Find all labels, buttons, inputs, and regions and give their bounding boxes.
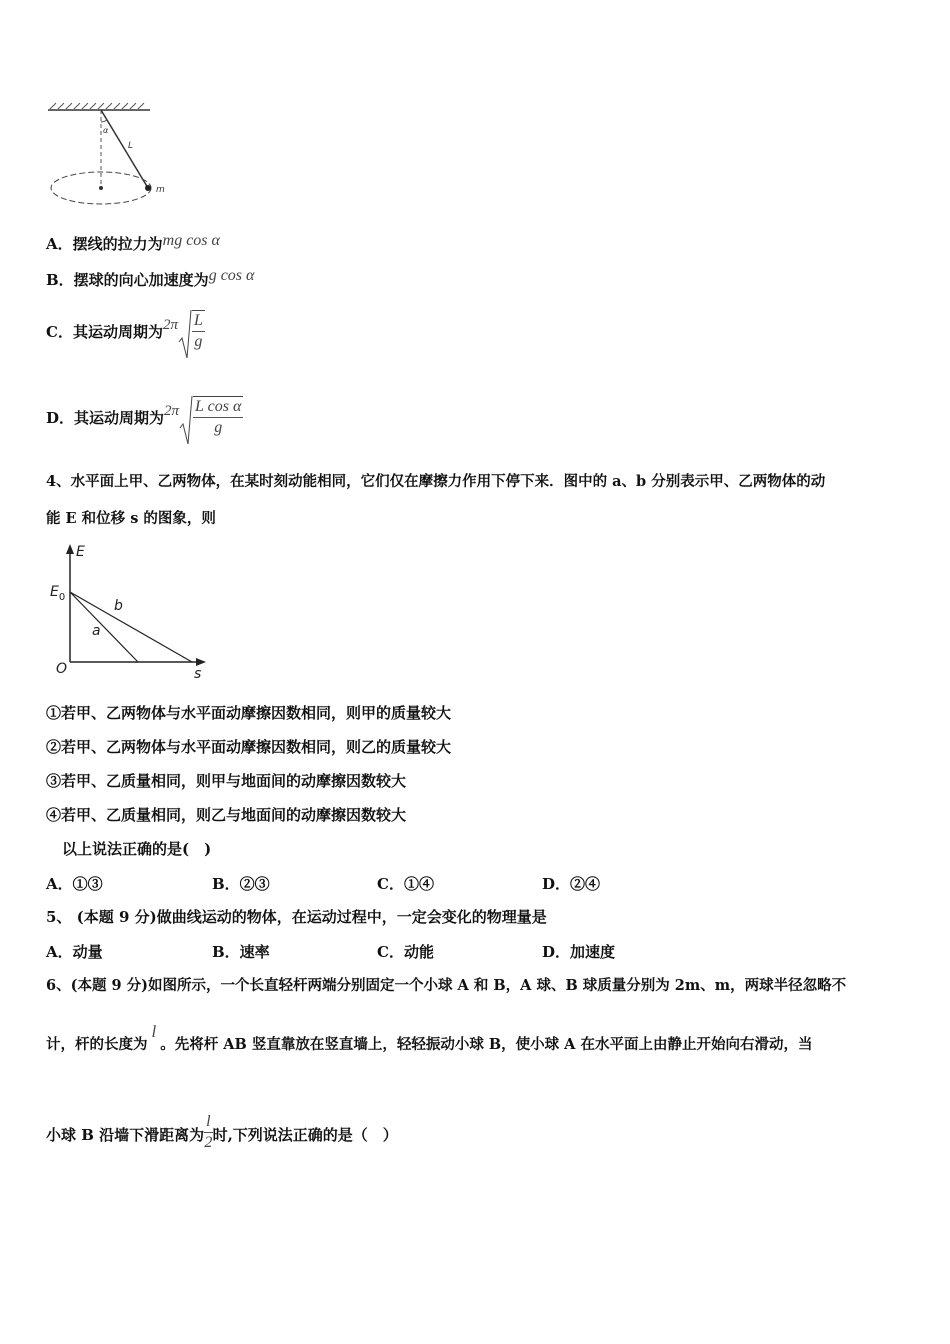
graph-line-b-label: b: [114, 598, 123, 614]
graph-y-axis-label: E: [76, 544, 85, 560]
q6-fraction-den: 2: [204, 1133, 213, 1151]
q3-option-a: [46, 234, 220, 255]
q4-stem-line1: 4、水平面上甲、乙两物体，在某时刻动能相同，它们仅在摩擦力作用下停下来．图中的 a、b 分别表示甲、乙两物体的动: [46, 473, 826, 490]
q4-option-b: B．②③: [212, 875, 270, 893]
q3-option-c-coef: 2π: [162, 317, 178, 333]
q4-statement-1: ①若甲、乙两物体与水平面动摩擦因数相同，则甲的质量较大: [46, 704, 452, 722]
graph-origin-label: O: [56, 661, 68, 677]
q6-stem-line3: [46, 1110, 398, 1160]
q4-stem-line2: 能 E 和位移 s 的图象，则: [46, 510, 216, 527]
q3-option-c-label: C．其运动周期为: [46, 323, 163, 341]
q4-statement-2: ②若甲、乙两物体与水平面动摩擦因数相同，则乙的质量较大: [46, 738, 452, 756]
q3-option-c-den: g: [194, 333, 203, 350]
q5-stem: 5、 (本题 9 分)做曲线运动的物体，在运动过程中，一定会变化的物理量是: [46, 908, 547, 926]
q6-line3-part1: 小球 B 沿墙下滑距离为: [46, 1126, 205, 1144]
q3-option-b-label: B．摆球的向心加速度为: [46, 271, 209, 289]
q3-option-b: [46, 267, 255, 291]
q5-option-c: C．动能: [377, 943, 434, 961]
graph-line-a-label: a: [92, 623, 101, 639]
q6-rod-length-symbol: l: [151, 1022, 157, 1041]
q3-option-d-label: D．其运动周期为: [46, 409, 165, 427]
conical-pendulum-figure: [40, 100, 180, 215]
q3-option-b-formula: g cos α: [208, 267, 255, 284]
q3-option-a-formula: mg cos α: [162, 232, 220, 249]
q3-option-d: [46, 390, 243, 446]
q6-fraction-num: l: [204, 1112, 212, 1133]
q3-option-d-sqrt: [179, 391, 243, 447]
graph-e0-subscript: 0: [58, 592, 66, 603]
graph-e0-label: [50, 584, 65, 603]
graph-e0-letter: E: [50, 584, 59, 600]
pendulum-mass-label: m: [156, 185, 165, 195]
q4-option-a: A．①③: [46, 875, 103, 893]
q6-line3-part2: 时,下列说法正确的是（ ）: [212, 1126, 398, 1144]
q3-option-d-coef: 2π: [164, 403, 180, 419]
q3-option-d-num: L cos α: [193, 397, 243, 418]
q3-option-a-label: A．摆线的拉力为: [46, 235, 163, 253]
energy-displacement-graph: [46, 540, 216, 680]
q5-option-b: B．速率: [212, 943, 270, 961]
pendulum-alpha-label: α: [103, 126, 109, 135]
q5-option-a: A．动量: [46, 943, 103, 961]
q6-line2-part1: 计，杆的长度为: [46, 1036, 148, 1053]
q6-stem-line1: 6、(本题 9 分)如图所示，一个长直轻杆两端分别固定一个小球 A 和 B，A 球、B 球质量分别为 2m、m，两球半径忽略不: [46, 977, 847, 994]
q4-statement-4: ④若甲、乙质量相同，则乙与地面间的动摩擦因数较大: [46, 806, 407, 824]
q3-option-c: [46, 304, 205, 360]
q4-option-d: D．②④: [542, 875, 601, 893]
q5-option-d: D．加速度: [542, 943, 616, 961]
q3-option-c-sqrt: [178, 305, 205, 361]
q6-line2-part2: 。先将杆 AB 竖直靠放在竖直墙上，轻轻振动小球 B，使小球 A 在水平面上由静止开始向右滑动，当: [160, 1036, 813, 1053]
q4-statement-3: ③若甲、乙质量相同，则甲与地面间的动摩擦因数较大: [46, 772, 407, 790]
q3-option-c-num: L: [192, 311, 205, 332]
q3-option-d-den: g: [214, 419, 223, 436]
q4-prompt: 以上说法正确的是( ): [62, 840, 212, 858]
pendulum-length-label: L: [128, 141, 134, 151]
q4-option-c: C．①④: [377, 875, 434, 893]
q6-stem-line2: [46, 1024, 812, 1064]
graph-x-axis-label: s: [194, 666, 202, 680]
